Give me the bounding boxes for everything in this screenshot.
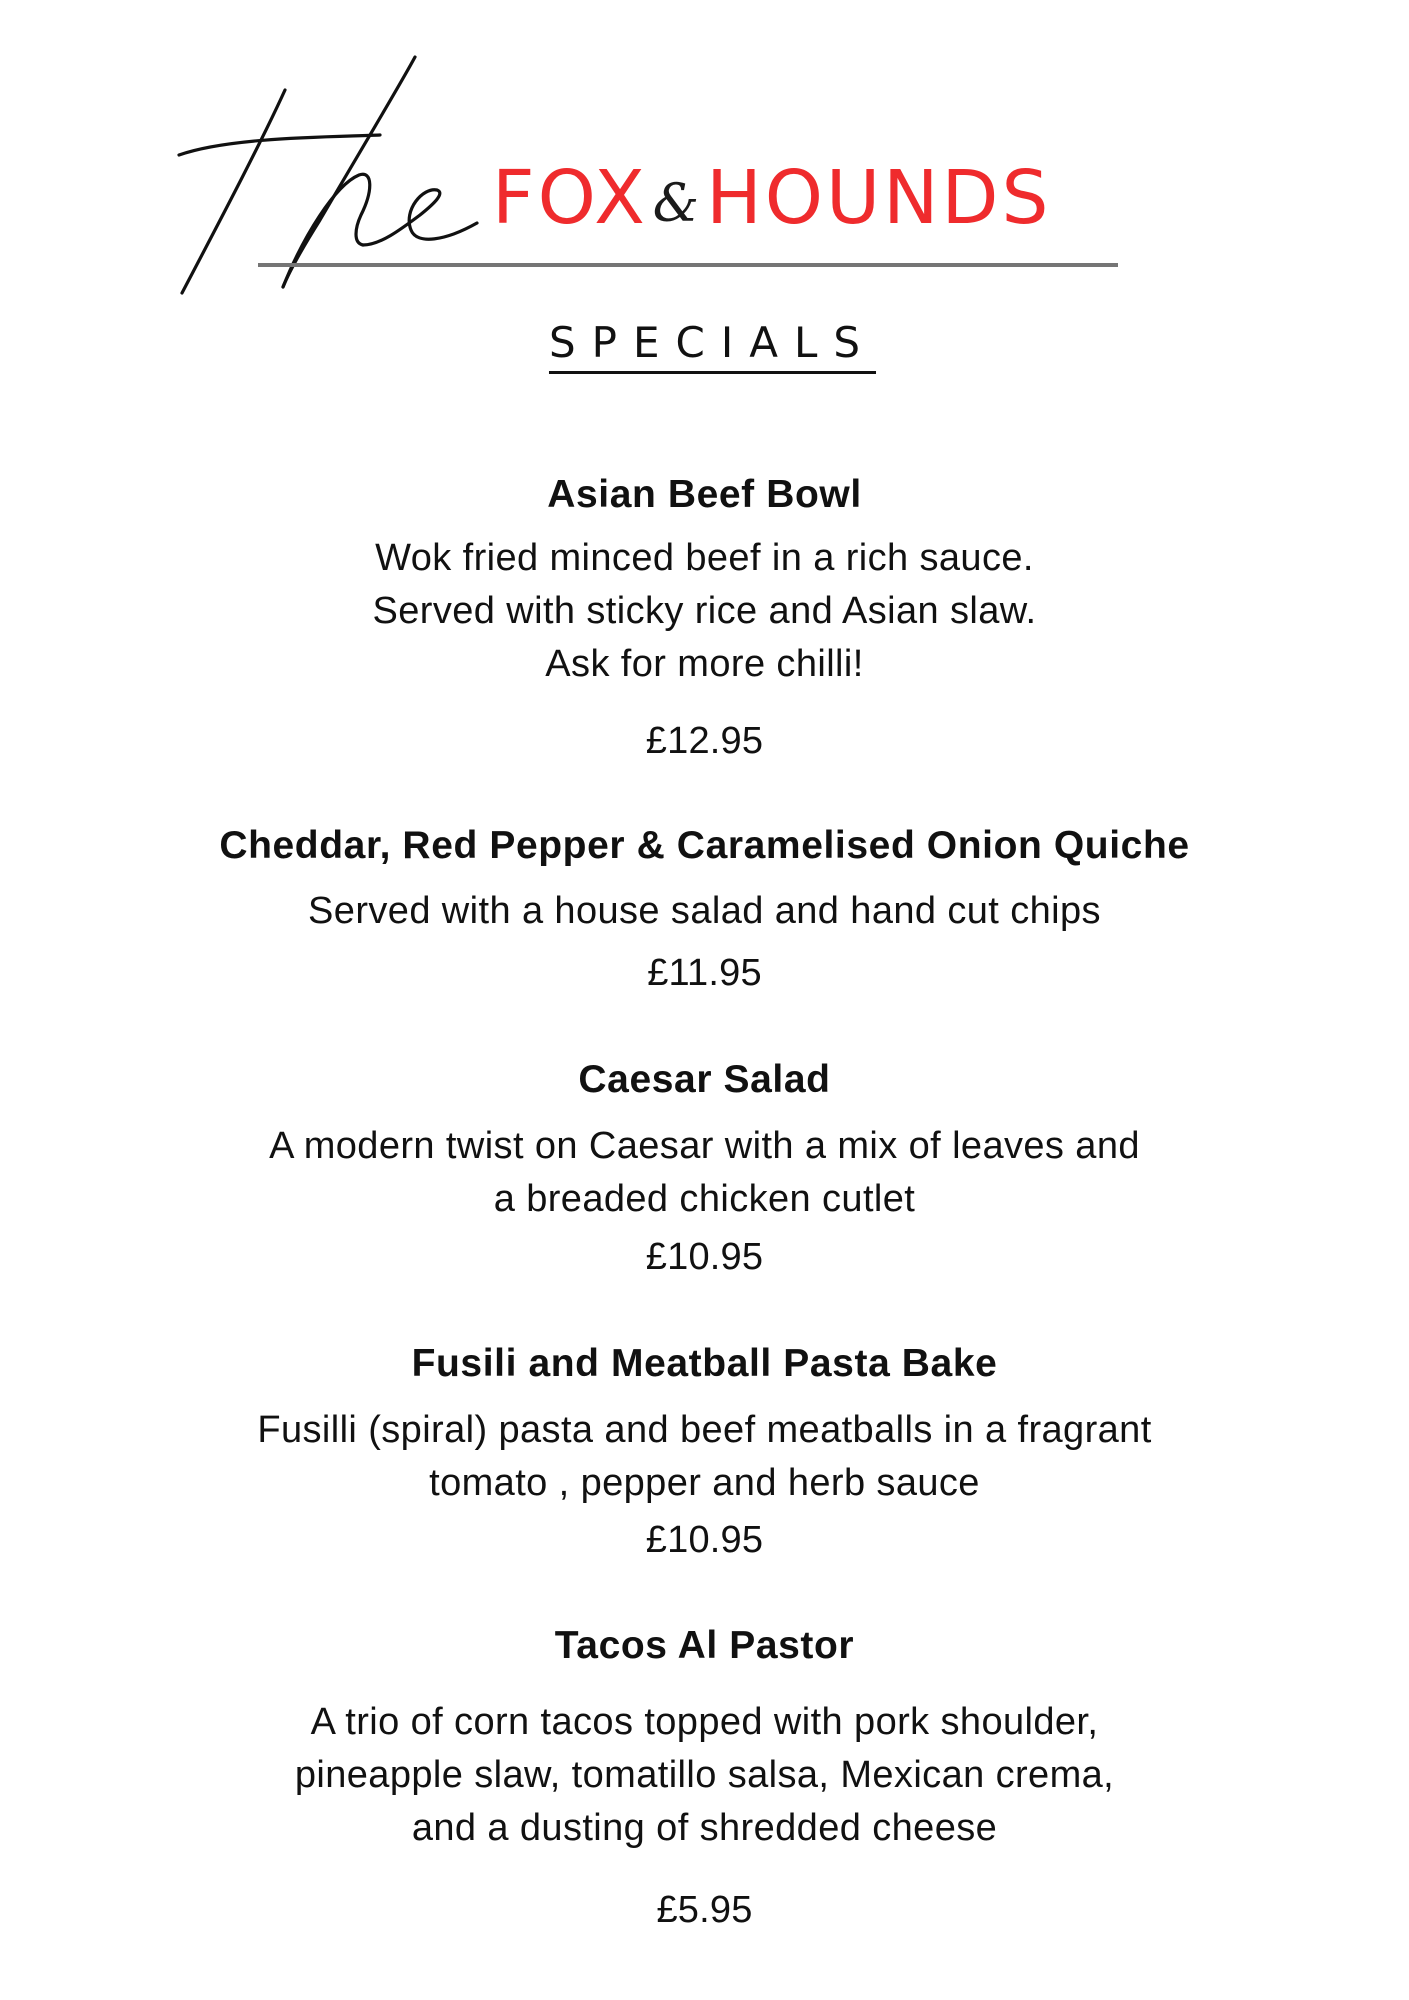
dish-name: Caesar Salad	[578, 1058, 831, 1101]
dish-description: Fusilli (spiral) pasta and beef meatballs in a fragrant tomato , pepper and herb sauce	[257, 1409, 1152, 1504]
dish-description: A modern twist on Caesar with a mix of leaves and a breaded chicken cutlet	[269, 1125, 1140, 1220]
dish-price: £11.95	[647, 952, 762, 994]
dish-price: £10.95	[645, 1236, 764, 1278]
dish-price: £12.95	[645, 720, 764, 762]
dish-name: Tacos Al Pastor	[554, 1624, 855, 1667]
specials-heading: SPECIALS	[548, 318, 877, 367]
dish-name: Fusili and Meatball Pasta Bake	[411, 1342, 998, 1385]
dish-description: Wok fried minced beef in a rich sauce. Served with sticky rice and Asian slaw. Ask for more chilli!	[372, 537, 1037, 685]
brand-fox: FOX	[492, 155, 648, 241]
dish-price: £5.95	[656, 1889, 753, 1931]
dish-price: £10.95	[645, 1519, 764, 1561]
dish-description: Served with a house salad and hand cut chips	[308, 890, 1101, 932]
brand-hounds: HOUNDS	[706, 155, 1052, 241]
dish-name: Cheddar, Red Pepper & Caramelised Onion Quiche	[219, 824, 1190, 867]
dish-description: A trio of corn tacos topped with pork shoulder, pineapple slaw, tomatillo salsa, Mexican crema, and a dusting of shredded cheese	[294, 1701, 1115, 1849]
brand-ampersand: &	[652, 174, 700, 234]
dish-name: Asian Beef Bowl	[547, 473, 862, 516]
